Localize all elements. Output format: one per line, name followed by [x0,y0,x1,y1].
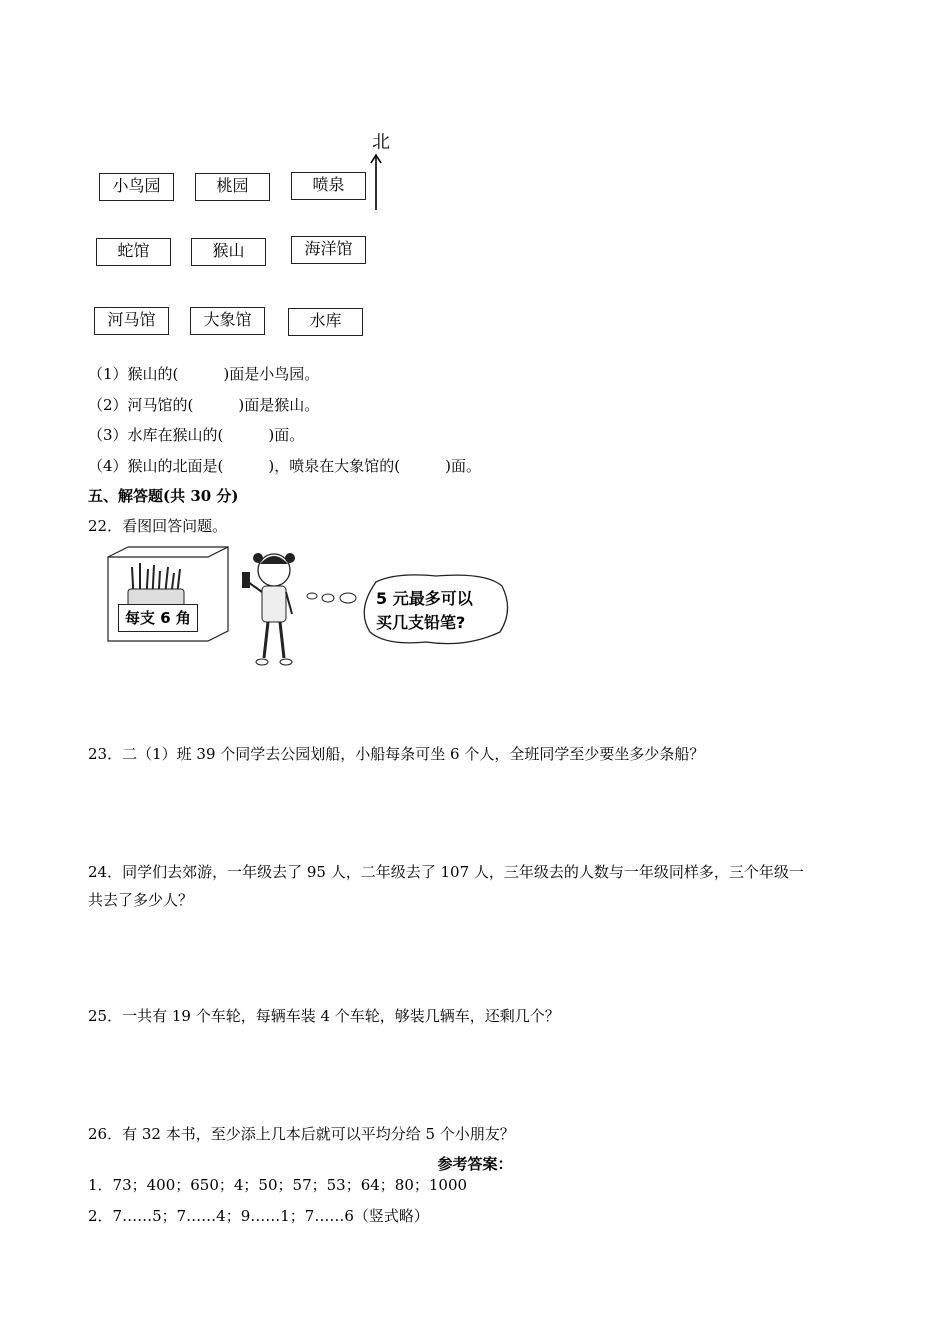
map-cell-ocean-hall: 海洋馆 [291,236,366,264]
map-cell-bird-garden: 小鸟园 [99,173,174,201]
question-24-line-1: 24．同学们去郊游，一年级去了 95 人，二年级去了 107 人，三年级去的人数与一年级同样多，三个年级一 [88,863,804,881]
speech-line-2: 买几支铅笔? [376,613,466,632]
map-cell-hippo-house: 河马馆 [94,307,169,335]
map-question-3: （3）水库在猴山的( )面。 [88,426,305,444]
map-cell-elephant-house: 大象馆 [190,307,265,335]
map-question-4: （4）猴山的北面是( )，喷泉在大象馆的( )面。 [88,457,481,475]
question-26: 26．有 32 本书，至少添上几本后就可以平均分给 5 个小朋友？ [88,1125,515,1143]
map-cell-fountain: 喷泉 [291,172,366,200]
question-23: 23．二（1）班 39 个同学去公园划船，小船每条可坐 6 个人，全班同学至少要坐多少条船？ [88,745,705,763]
thought-dots [304,582,364,612]
question-25: 25．一共有 19 个车轮，每辆车装 4 个车轮，够装几辆车，还剩几个？ [88,1007,560,1025]
map-cell-reservoir: 水库 [288,308,363,336]
map-question-1: （1）猴山的( )面是小鸟园。 [88,365,320,383]
north-arrow-icon [369,152,383,212]
speech-line-1: 5 元最多可以 [376,589,473,608]
north-label: 北 [372,132,390,153]
question-24-line-2: 共去了多少人？ [88,891,194,909]
answer-2: 2．7……5；7……4；9……1；7……6（竖式略） [88,1207,429,1225]
map-cell-peach-garden: 桃园 [195,173,270,201]
map-question-2: （2）河马馆的( )面是猴山。 [88,396,320,414]
map-cell-monkey-hill: 猴山 [191,238,266,266]
question-22: 22．看图回答问题。 [88,517,228,535]
price-sign: 每支 6 角 [118,604,198,632]
section-title: 五、解答题(共 30 分) [88,487,239,505]
girl-illustration [234,548,314,670]
map-cell-snake-house: 蛇馆 [96,238,171,266]
answers-title: 参考答案： [437,1155,513,1173]
answer-1: 1．73；400；650；4；50；57；53；64；80；1000 [88,1176,468,1194]
